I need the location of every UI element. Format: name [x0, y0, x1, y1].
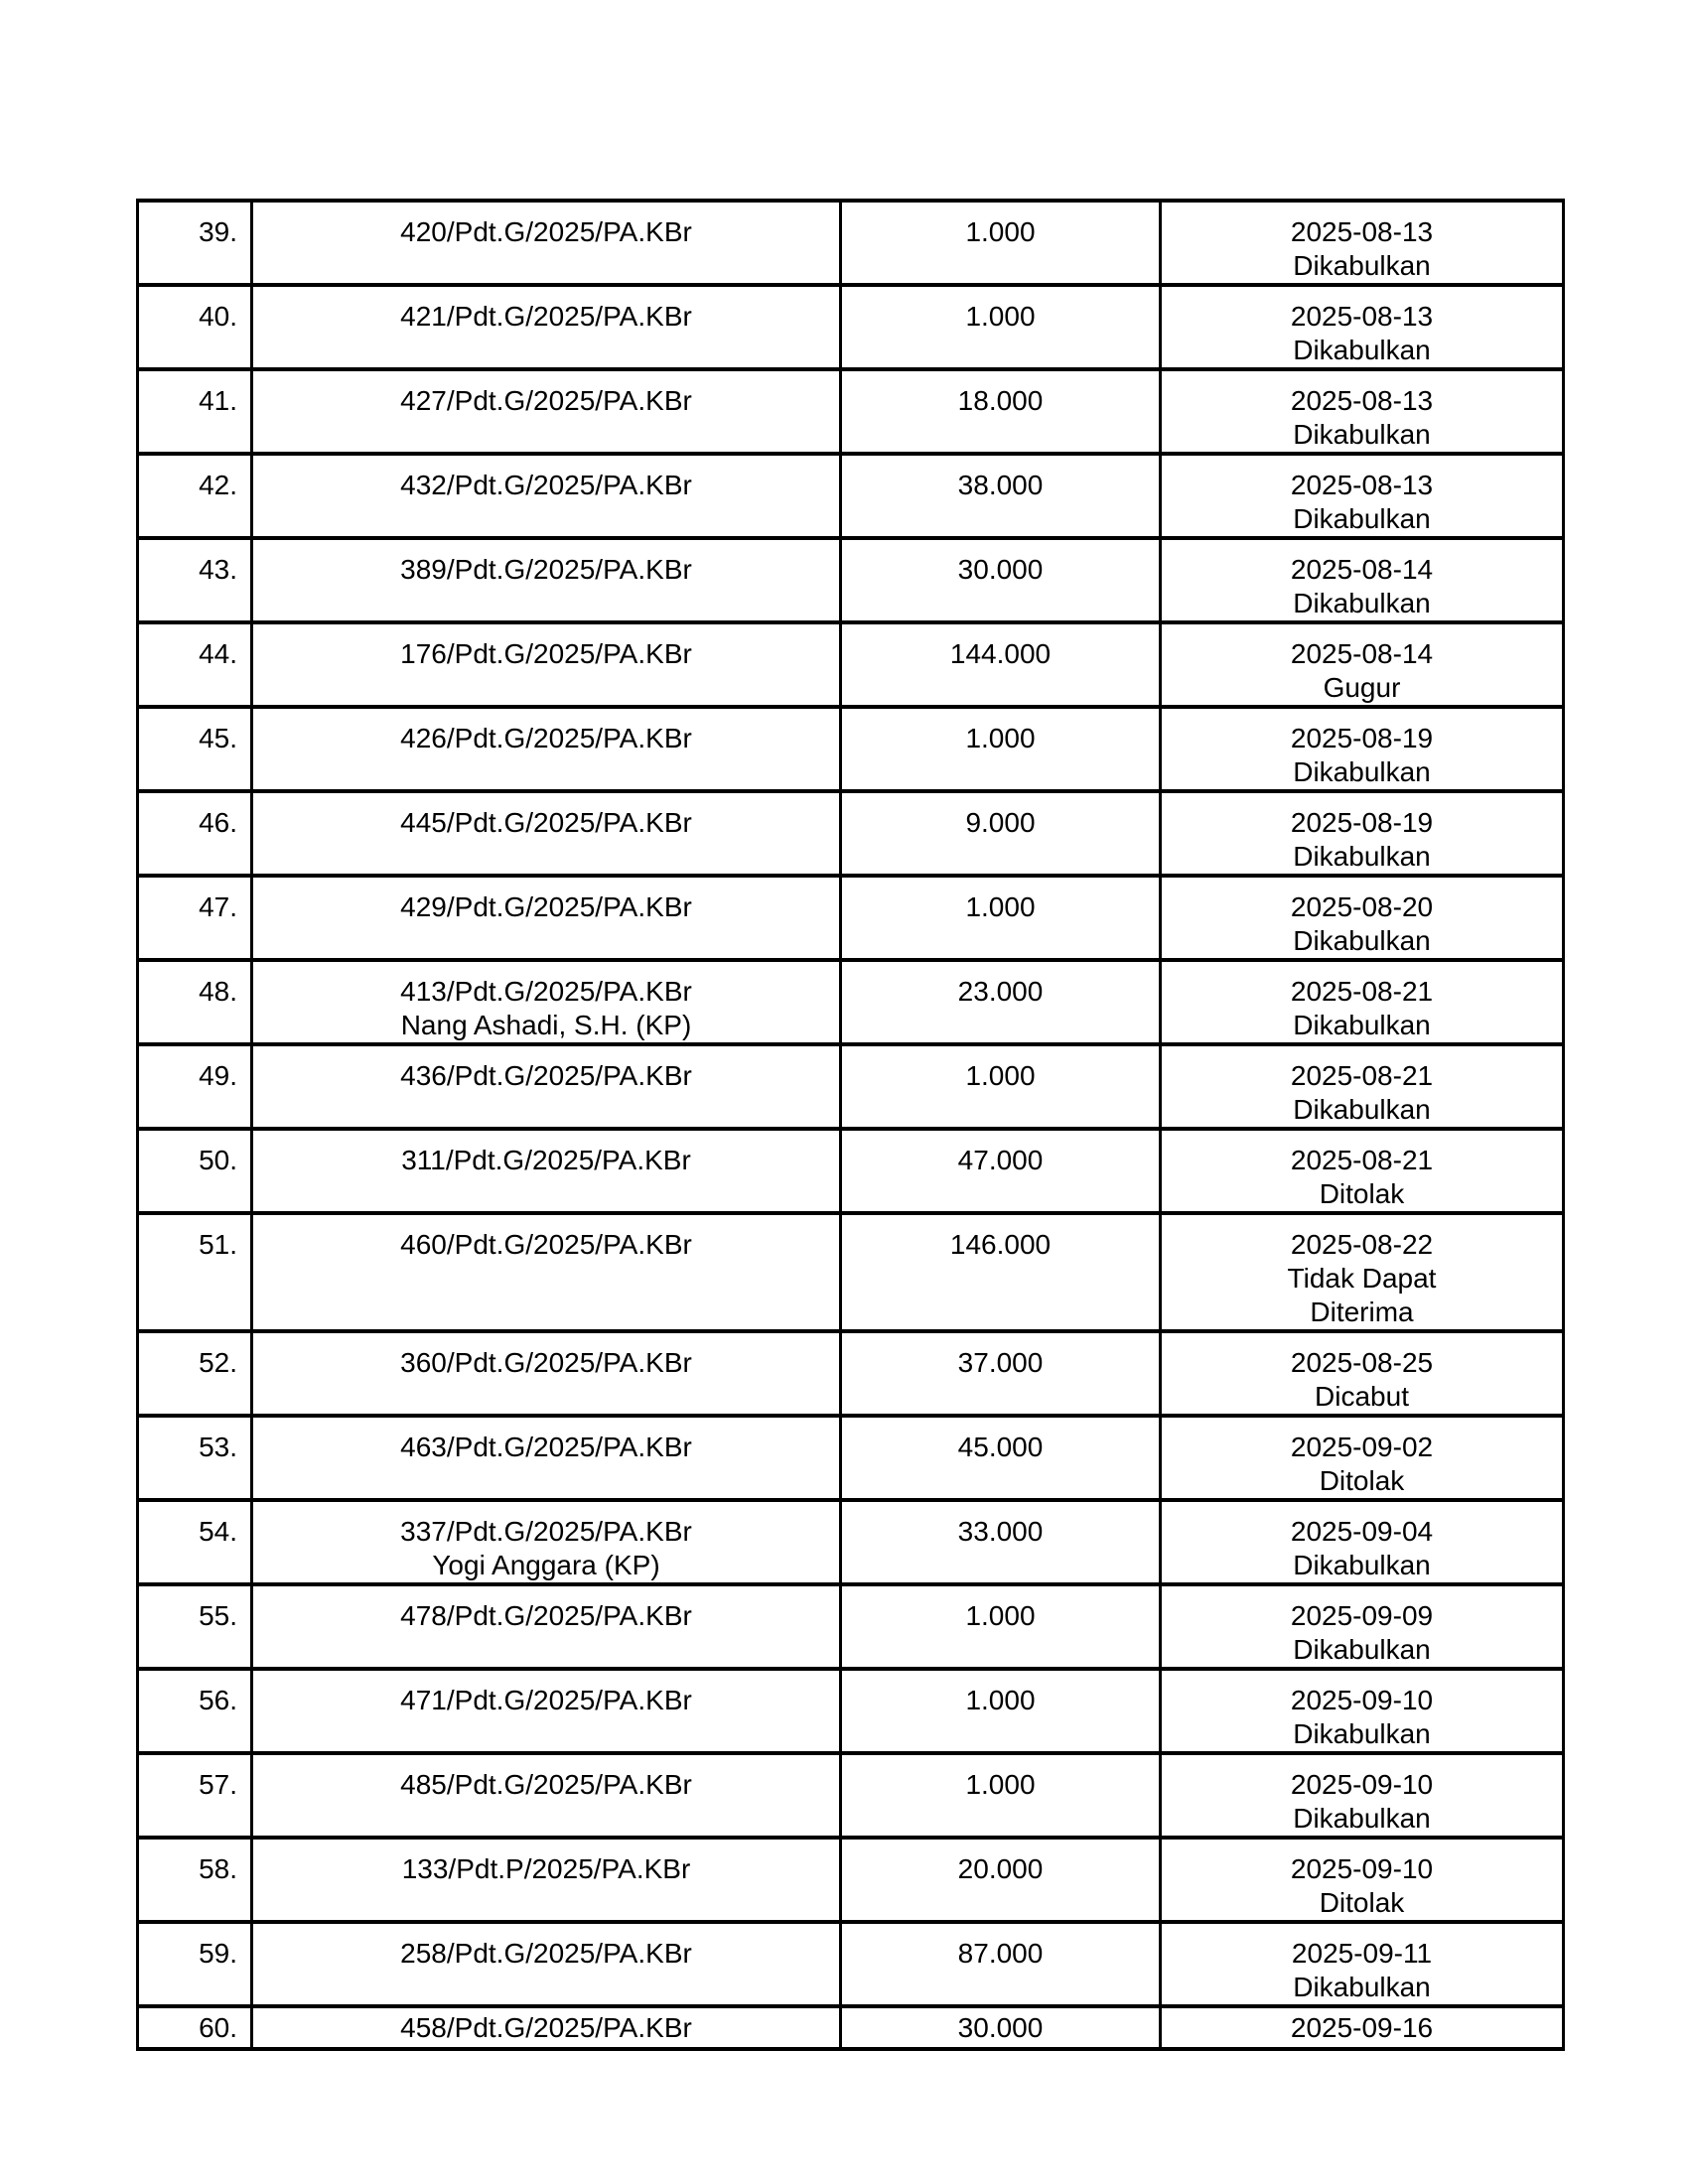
case-number-cell [252, 1584, 841, 1669]
amount-cell [841, 454, 1161, 538]
date-status-cell [1161, 1331, 1564, 1416]
date-status-cell [1161, 1922, 1564, 2006]
case-number: 337/Pdt.G/2025/PA.KBr [400, 1516, 692, 1547]
row-number-cell [138, 538, 252, 622]
table-row [138, 1213, 1564, 1331]
case-number: 413/Pdt.G/2025/PA.KBr [400, 976, 692, 1007]
decision-date: 2025-08-19 [1290, 807, 1434, 838]
amount-value: 18.000 [957, 385, 1044, 416]
status-line: Dikabulkan [1293, 335, 1431, 365]
case-number-cell [252, 201, 841, 285]
amount-cell [841, 622, 1161, 707]
table-row [138, 1669, 1564, 1753]
case-table [136, 199, 1565, 2051]
amount-value: 1.000 [965, 1685, 1036, 1715]
case-number: 176/Pdt.G/2025/PA.KBr [400, 638, 692, 669]
date-status-cell [1161, 1753, 1564, 1838]
amount-cell [841, 1753, 1161, 1838]
status-line: Dikabulkan [1293, 588, 1431, 618]
amount-cell [841, 285, 1161, 369]
status-line: Ditolak [1319, 1465, 1405, 1496]
case-number-cell [252, 1331, 841, 1416]
case-number-cell [252, 876, 841, 960]
date-status-cell [1161, 622, 1564, 707]
table-row [138, 454, 1564, 538]
status-line: Dikabulkan [1293, 1972, 1431, 2002]
table-row [138, 1331, 1564, 1416]
case-number: 426/Pdt.G/2025/PA.KBr [400, 723, 692, 753]
amount-value: 1.000 [965, 1769, 1036, 1800]
table-row [138, 285, 1564, 369]
decision-date: 2025-09-10 [1290, 1685, 1434, 1715]
amount-value: 9.000 [965, 807, 1036, 838]
status-line: Dikabulkan [1293, 1634, 1431, 1665]
case-number-cell [252, 369, 841, 454]
date-status-cell [1161, 876, 1564, 960]
table-row [138, 707, 1564, 791]
amount-value: 30.000 [957, 2012, 1044, 2043]
case-number-cell [252, 707, 841, 791]
row-number: 47. [199, 891, 237, 922]
status-line: Tidak Dapat [1287, 1263, 1437, 1294]
case-number-cell [252, 622, 841, 707]
table-row [138, 1838, 1564, 1922]
amount-value: 144.000 [949, 638, 1052, 669]
row-number: 39. [199, 216, 237, 247]
case-number: 445/Pdt.G/2025/PA.KBr [400, 807, 692, 838]
row-number-cell [138, 876, 252, 960]
representative-line: Nang Ashadi, S.H. (KP) [400, 1010, 692, 1040]
row-number-cell [138, 1753, 252, 1838]
table-row [138, 201, 1564, 285]
row-number-cell [138, 1500, 252, 1584]
row-number-cell [138, 369, 252, 454]
row-number: 42. [199, 470, 237, 500]
case-number-cell [252, 1129, 841, 1213]
amount-value: 37.000 [957, 1347, 1044, 1378]
amount-cell [841, 1416, 1161, 1500]
status-line: Dikabulkan [1293, 1550, 1431, 1580]
status-line: Gugur [1323, 672, 1401, 703]
decision-date: 2025-09-02 [1290, 1432, 1434, 1462]
status-line: Dikabulkan [1293, 756, 1431, 787]
row-number: 59. [199, 1938, 237, 1969]
row-number-cell [138, 1331, 252, 1416]
case-number: 420/Pdt.G/2025/PA.KBr [400, 216, 692, 247]
case-number-cell [252, 454, 841, 538]
amount-cell [841, 1213, 1161, 1331]
decision-date: 2025-09-11 [1291, 1938, 1433, 1969]
amount-cell [841, 2006, 1161, 2049]
table-row [138, 369, 1564, 454]
decision-date: 2025-08-21 [1290, 1145, 1434, 1175]
row-number: 60. [199, 2012, 237, 2043]
amount-cell [841, 201, 1161, 285]
row-number-cell [138, 622, 252, 707]
amount-value: 87.000 [957, 1938, 1044, 1969]
case-number: 429/Pdt.G/2025/PA.KBr [400, 891, 692, 922]
amount-cell [841, 1838, 1161, 1922]
table-row [138, 960, 1564, 1044]
amount-value: 1.000 [965, 723, 1036, 753]
amount-value: 20.000 [957, 1853, 1044, 1884]
decision-date: 2025-08-13 [1290, 385, 1434, 416]
case-number-cell [252, 1416, 841, 1500]
table-row [138, 876, 1564, 960]
row-number: 54. [199, 1516, 237, 1547]
status-line: Dikabulkan [1293, 841, 1431, 872]
table-row [138, 538, 1564, 622]
row-number-cell [138, 1044, 252, 1129]
date-status-cell [1161, 369, 1564, 454]
amount-value: 45.000 [957, 1432, 1044, 1462]
representative-line: Yogi Anggara (KP) [432, 1550, 660, 1580]
date-status-cell [1161, 454, 1564, 538]
decision-date: 2025-08-14 [1290, 638, 1434, 669]
status-line: Dicabut [1315, 1381, 1409, 1412]
row-number: 43. [199, 554, 237, 585]
table-row [138, 1044, 1564, 1129]
row-number-cell [138, 791, 252, 876]
row-number: 46. [199, 807, 237, 838]
amount-value: 30.000 [957, 554, 1044, 585]
case-number: 133/Pdt.P/2025/PA.KBr [401, 1853, 691, 1884]
row-number-cell [138, 1669, 252, 1753]
date-status-cell [1161, 1044, 1564, 1129]
case-number-cell [252, 1213, 841, 1331]
date-status-cell [1161, 538, 1564, 622]
date-status-cell [1161, 1500, 1564, 1584]
row-number-cell [138, 707, 252, 791]
row-number: 57. [199, 1769, 237, 1800]
row-number: 41. [199, 385, 237, 416]
amount-value: 1.000 [965, 891, 1036, 922]
table-row [138, 1129, 1564, 1213]
decision-date: 2025-08-21 [1290, 976, 1434, 1007]
case-table-body [138, 201, 1564, 2049]
date-status-cell [1161, 707, 1564, 791]
status-line: Dikabulkan [1293, 1803, 1431, 1834]
case-number-cell [252, 1044, 841, 1129]
case-number: 311/Pdt.G/2025/PA.KBr [401, 1145, 691, 1175]
table-row [138, 791, 1564, 876]
amount-cell [841, 369, 1161, 454]
decision-date: 2025-08-25 [1290, 1347, 1434, 1378]
case-number: 436/Pdt.G/2025/PA.KBr [400, 1060, 692, 1091]
amount-cell [841, 1922, 1161, 2006]
status-line: Ditolak [1319, 1887, 1405, 1918]
decision-date: 2025-08-13 [1290, 301, 1434, 332]
date-status-cell [1161, 960, 1564, 1044]
amount-value: 1.000 [965, 216, 1036, 247]
table-row [138, 622, 1564, 707]
row-number-cell [138, 1416, 252, 1500]
row-number-cell [138, 1129, 252, 1213]
case-number-cell [252, 1500, 841, 1584]
decision-date: 2025-09-04 [1290, 1516, 1434, 1547]
date-status-cell [1161, 1416, 1564, 1500]
amount-cell [841, 791, 1161, 876]
case-number-cell [252, 285, 841, 369]
decision-date: 2025-08-13 [1290, 216, 1434, 247]
amount-cell [841, 1331, 1161, 1416]
date-status-cell [1161, 2006, 1564, 2049]
amount-value: 33.000 [957, 1516, 1044, 1547]
decision-date: 2025-09-09 [1290, 1600, 1434, 1631]
table-row [138, 1584, 1564, 1669]
amount-value: 1.000 [965, 301, 1036, 332]
row-number: 49. [199, 1060, 237, 1091]
case-number: 485/Pdt.G/2025/PA.KBr [400, 1769, 692, 1800]
status-line: Ditolak [1319, 1178, 1405, 1209]
amount-cell [841, 876, 1161, 960]
row-number: 53. [199, 1432, 237, 1462]
decision-date: 2025-09-16 [1290, 2012, 1434, 2043]
amount-value: 47.000 [957, 1145, 1044, 1175]
row-number: 45. [199, 723, 237, 753]
table-row [138, 1922, 1564, 2006]
decision-date: 2025-08-14 [1290, 554, 1434, 585]
case-number-cell [252, 791, 841, 876]
status-line: Dikabulkan [1293, 925, 1431, 956]
amount-cell [841, 960, 1161, 1044]
amount-cell [841, 707, 1161, 791]
row-number-cell [138, 1213, 252, 1331]
table-row [138, 1500, 1564, 1584]
amount-value: 38.000 [957, 470, 1044, 500]
case-number-cell [252, 2006, 841, 2049]
row-number-cell [138, 960, 252, 1044]
row-number: 51. [199, 1229, 237, 1260]
case-number: 463/Pdt.G/2025/PA.KBr [400, 1432, 692, 1462]
table-row [138, 1753, 1564, 1838]
amount-value: 1.000 [965, 1060, 1036, 1091]
case-number-cell [252, 960, 841, 1044]
row-number: 55. [199, 1600, 237, 1631]
case-number: 421/Pdt.G/2025/PA.KBr [400, 301, 692, 332]
row-number-cell [138, 285, 252, 369]
row-number: 50. [199, 1145, 237, 1175]
case-number: 258/Pdt.G/2025/PA.KBr [400, 1938, 692, 1969]
decision-date: 2025-09-10 [1290, 1853, 1434, 1884]
row-number: 40. [199, 301, 237, 332]
amount-cell [841, 1044, 1161, 1129]
decision-date: 2025-08-13 [1290, 470, 1434, 500]
case-number: 360/Pdt.G/2025/PA.KBr [400, 1347, 692, 1378]
date-status-cell [1161, 285, 1564, 369]
case-number: 389/Pdt.G/2025/PA.KBr [400, 554, 692, 585]
decision-date: 2025-08-22 [1290, 1229, 1434, 1260]
case-number-cell [252, 1753, 841, 1838]
status-line: Dikabulkan [1293, 1094, 1431, 1125]
case-number: 478/Pdt.G/2025/PA.KBr [400, 1600, 692, 1631]
decision-date: 2025-08-19 [1290, 723, 1434, 753]
row-number-cell [138, 454, 252, 538]
case-number: 471/Pdt.G/2025/PA.KBr [400, 1685, 692, 1715]
date-status-cell [1161, 1669, 1564, 1753]
decision-date: 2025-09-10 [1290, 1769, 1434, 1800]
amount-cell [841, 1584, 1161, 1669]
date-status-cell [1161, 1129, 1564, 1213]
case-number-cell [252, 1838, 841, 1922]
case-number-cell [252, 1669, 841, 1753]
amount-cell [841, 1129, 1161, 1213]
amount-value: 1.000 [965, 1600, 1036, 1631]
status-line: Diterima [1310, 1297, 1414, 1327]
status-line: Dikabulkan [1293, 250, 1431, 281]
amount-cell [841, 1500, 1161, 1584]
row-number: 44. [199, 638, 237, 669]
decision-date: 2025-08-21 [1290, 1060, 1434, 1091]
row-number-cell [138, 1922, 252, 2006]
amount-cell [841, 538, 1161, 622]
amount-value: 23.000 [957, 976, 1044, 1007]
row-number: 48. [199, 976, 237, 1007]
status-line: Dikabulkan [1293, 419, 1431, 450]
status-line: Dikabulkan [1293, 503, 1431, 534]
date-status-cell [1161, 791, 1564, 876]
date-status-cell [1161, 1584, 1564, 1669]
decision-date: 2025-08-20 [1290, 891, 1434, 922]
amount-value: 146.000 [949, 1229, 1052, 1260]
date-status-cell [1161, 1838, 1564, 1922]
case-number-cell [252, 538, 841, 622]
row-number: 52. [199, 1347, 237, 1378]
amount-cell [841, 1669, 1161, 1753]
case-number: 458/Pdt.G/2025/PA.KBr [400, 2012, 692, 2043]
case-number: 427/Pdt.G/2025/PA.KBr [400, 385, 692, 416]
table-row [138, 1416, 1564, 1500]
row-number-cell [138, 201, 252, 285]
row-number: 58. [199, 1853, 237, 1884]
case-number-cell [252, 1922, 841, 2006]
status-line: Dikabulkan [1293, 1010, 1431, 1040]
case-number: 460/Pdt.G/2025/PA.KBr [400, 1229, 692, 1260]
date-status-cell [1161, 1213, 1564, 1331]
row-number-cell [138, 2006, 252, 2049]
table-row [138, 2006, 1564, 2049]
date-status-cell [1161, 201, 1564, 285]
case-number: 432/Pdt.G/2025/PA.KBr [400, 470, 692, 500]
status-line: Dikabulkan [1293, 1718, 1431, 1749]
row-number: 56. [199, 1685, 237, 1715]
row-number-cell [138, 1838, 252, 1922]
row-number-cell [138, 1584, 252, 1669]
